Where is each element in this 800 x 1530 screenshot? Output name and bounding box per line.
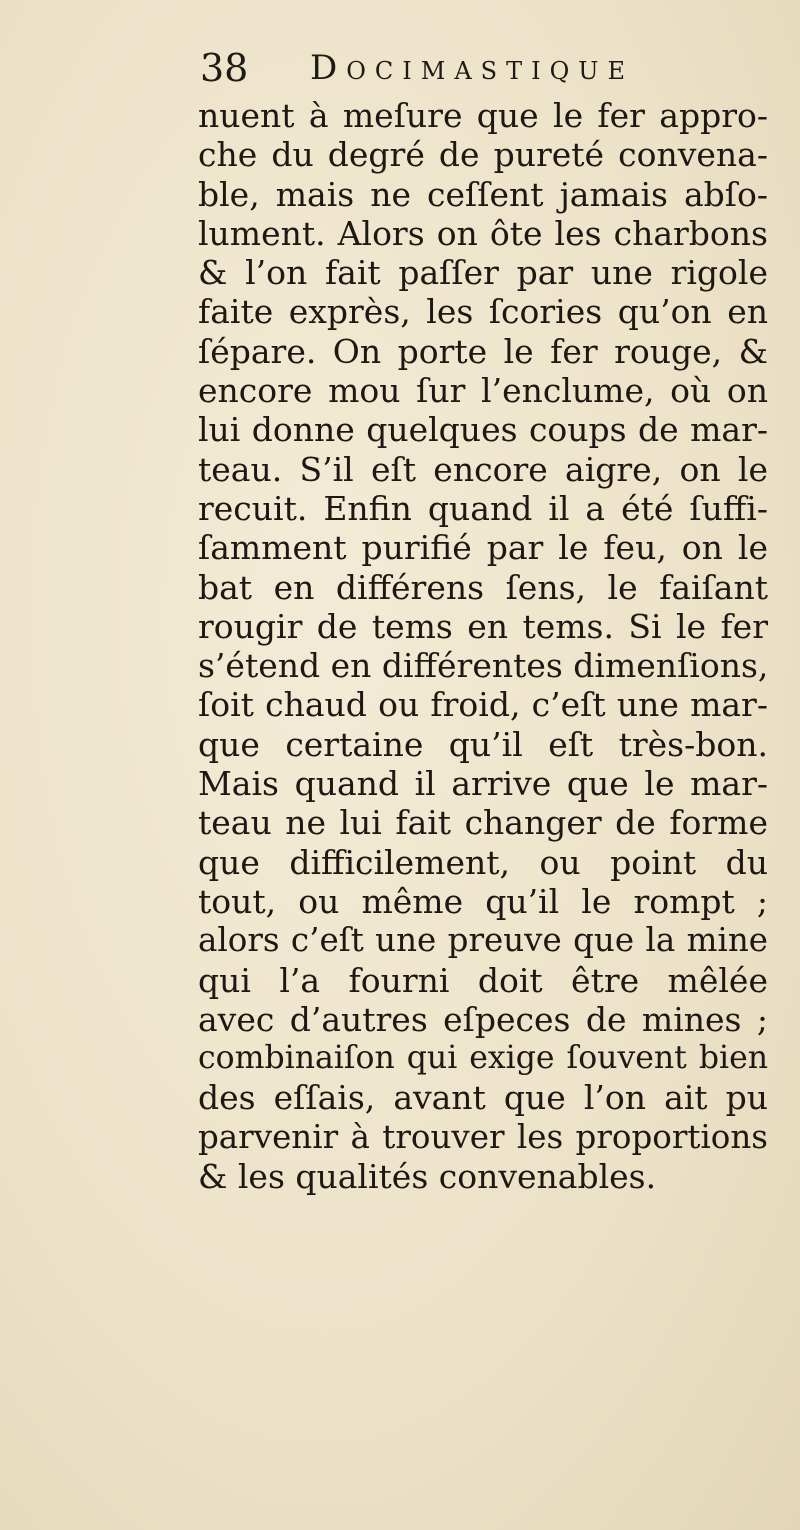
text-line: che du degré de pureté convena- (198, 135, 768, 175)
text-line: recuit. Enfin quand il a été ſuffi- (198, 488, 768, 528)
text-line: que difficilement, ou point du (198, 842, 768, 882)
text-line: des eſſais, avant que l’on ait pu (198, 1078, 768, 1118)
text-line: ſamment purifié par le feu, on le (198, 528, 768, 568)
page-number: 38 (200, 46, 249, 90)
text-line: & l’on fait paſſer par une rigole (198, 253, 768, 293)
text-line: faite exprès, les ſcories qu’on en (198, 292, 768, 332)
text-line: lui donne quelques coups de mar- (198, 410, 768, 450)
text-line: alors c’eſt une preuve que la mine (198, 921, 768, 960)
text-line: s’étend en différentes dimenſions, (198, 646, 768, 686)
text-line: parvenir à trouver les proportions (198, 1117, 768, 1156)
text-line: bat en différens ſens, le faiſant (198, 567, 768, 607)
text-line: nuent à meſure que le fer appro- (198, 96, 768, 135)
text-line: rougir de tems en tems. Si le fer (198, 606, 768, 646)
text-line: combinaiſon qui exige ſouvent bien (198, 1040, 768, 1077)
text-line: tout, ou même qu’il le rompt ; (198, 881, 768, 921)
text-line: teau ne lui fait changer de forme (198, 803, 768, 843)
text-line: ſépare. On porte le fer rouge, & (198, 331, 768, 371)
text-line: lument. Alors on ôte les charbons (198, 213, 768, 253)
text-line: encore mou ſur l’enclume, où on (198, 371, 768, 411)
text-line: ble, mais ne ceſſent jamais abſo- (198, 174, 768, 214)
page-header (200, 46, 760, 96)
text-line: que certaine qu’il eſt très-bon. (198, 724, 768, 764)
text-line: & les qualités convenables. (198, 1157, 657, 1197)
text-line: qui l’a fourni doit être mêlée (198, 960, 768, 1000)
running-title: Docimastique (310, 48, 635, 88)
text-line: teau. S’il eſt encore aigre, on le (198, 449, 768, 489)
text-line: Mais quand il arrive que le mar- (198, 764, 768, 804)
text-line: avec d’autres eſpeces de mines ; (198, 999, 768, 1039)
body-text (198, 96, 768, 1196)
text-line: ſoit chaud ou froid, c’eſt une mar- (198, 685, 768, 725)
